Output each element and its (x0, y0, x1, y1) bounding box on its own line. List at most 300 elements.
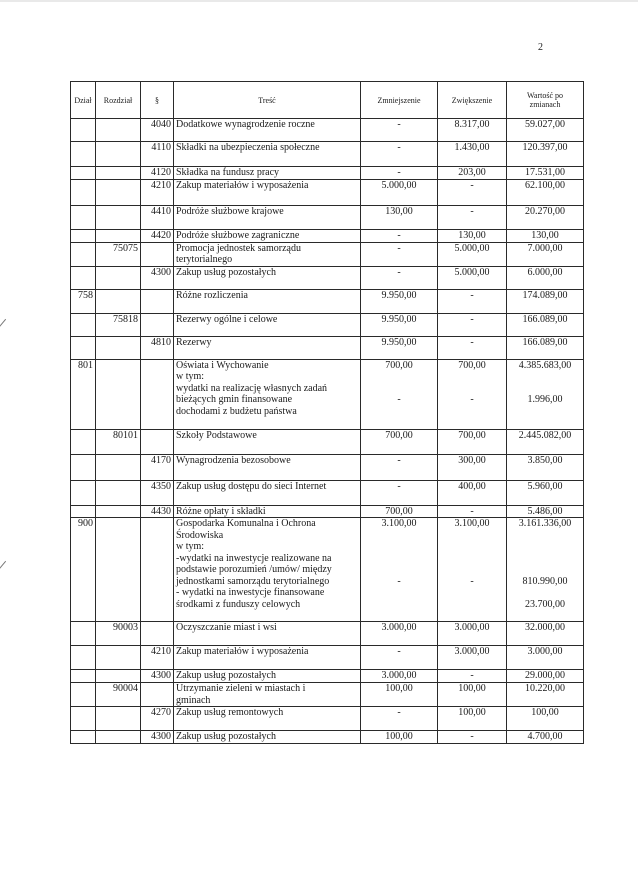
cell-wartosc-line (509, 587, 581, 599)
cell-wartosc (507, 518, 584, 622)
cell-zwiekszenie (438, 707, 507, 731)
cell-wartosc-line: 810.990,00 (522, 575, 568, 587)
cell-tresc (174, 731, 361, 744)
cell-dzial (71, 454, 96, 480)
cell-paragraf: 4420 (141, 229, 174, 242)
table-row (71, 167, 584, 180)
cell-zmniejszenie-line: - (397, 707, 401, 718)
cell-dzial: 801 (71, 359, 96, 429)
cell-zmniejszenie-line: - (397, 480, 401, 492)
cell-wartosc-line: 17.531,00 (525, 167, 565, 178)
cell-paragraf: 4270 (141, 707, 174, 731)
cell-tresc-line: Promocja jednostek samorządu (176, 242, 301, 254)
cell-tresc-line: Dodatkowe wynagrodzenie roczne (176, 119, 315, 130)
cell-tresc-line: Szkoły Podstawowe (176, 429, 257, 441)
cell-dzial (71, 646, 96, 670)
cell-rozdzial (96, 229, 141, 242)
cell-tresc (174, 622, 361, 646)
cell-wartosc-line: 3.850,00 (527, 454, 563, 466)
cell-dzial (71, 205, 96, 229)
cell-rozdzial (96, 266, 141, 289)
cell-tresc-line: Oświata i Wychowanie (176, 359, 269, 371)
cell-rozdzial: 90003 (96, 622, 141, 646)
header-zmniejszenie: Zmniejszenie (361, 82, 438, 119)
cell-paragraf (141, 313, 174, 336)
cell-rozdzial (96, 646, 141, 670)
cell-rozdzial (96, 518, 141, 622)
cell-zmniejszenie-line (363, 371, 435, 383)
cell-paragraf: 4120 (141, 167, 174, 180)
cell-paragraf: 4210 (141, 646, 174, 670)
cell-zmniejszenie (361, 266, 438, 289)
cell-zwiekszenie-line: - (470, 731, 474, 742)
table-row (71, 731, 584, 744)
cell-wartosc-line (509, 371, 581, 383)
cell-zwiekszenie (438, 454, 507, 480)
cell-tresc (174, 518, 361, 622)
header-wartosc-po-zmianach (507, 82, 584, 119)
cell-tresc (174, 142, 361, 167)
cell-tresc-line: w tym: (176, 541, 205, 552)
cell-wartosc-line: 62.100,00 (525, 179, 565, 191)
cell-zwiekszenie-line (440, 530, 504, 542)
table-row (71, 142, 584, 167)
cell-wartosc (507, 670, 584, 683)
cell-wartosc (507, 119, 584, 142)
header-zwiekszenie: Zwiększenie (438, 82, 507, 119)
cell-dzial (71, 179, 96, 205)
cell-zwiekszenie-line (440, 541, 504, 553)
cell-tresc (174, 670, 361, 683)
header-dzial: Dział (71, 82, 96, 119)
cell-tresc-line: Podróże służbowe krajowe (176, 205, 284, 217)
cell-wartosc-line: 23.700,00 (525, 598, 565, 610)
cell-tresc (174, 242, 361, 266)
cell-tresc-line: Różne rozliczenia (176, 289, 248, 301)
cell-tresc-line: wydatki na realizację własnych zadań (176, 382, 328, 394)
cell-zmniejszenie (361, 179, 438, 205)
table-row (71, 670, 584, 683)
cell-zmniejszenie (361, 731, 438, 744)
cell-zwiekszenie (438, 646, 507, 670)
cell-tresc-line: Zakup usług dostępu do sieci Internet (176, 480, 327, 492)
cell-zwiekszenie-line: 203,00 (458, 167, 486, 178)
header-tresc: Treść (174, 82, 361, 119)
cell-zmniejszenie (361, 205, 438, 229)
cell-wartosc-line (509, 541, 581, 553)
cell-zwiekszenie-line: 5.000,00 (454, 242, 490, 254)
cell-tresc-line: Zakup usług pozostałych (176, 670, 276, 681)
cell-paragraf: 4350 (141, 480, 174, 505)
cell-tresc-line: Zakup usług pozostałych (176, 266, 276, 278)
cell-zmniejszenie-line: - (397, 119, 401, 130)
cell-zmniejszenie (361, 505, 438, 518)
cell-zwiekszenie (438, 731, 507, 744)
cell-wartosc-line: 3.000,00 (527, 646, 563, 657)
cell-tresc (174, 336, 361, 359)
cell-zwiekszenie (438, 119, 507, 142)
cell-wartosc-line: 120.397,00 (522, 142, 568, 153)
cell-zwiekszenie-line: 3.100,00 (454, 518, 490, 529)
cell-tresc (174, 480, 361, 505)
cell-wartosc (507, 646, 584, 670)
cell-zmniejszenie-line: 9.950,00 (381, 289, 417, 301)
cell-dzial (71, 142, 96, 167)
cell-rozdzial (96, 707, 141, 731)
cell-zmniejszenie-line: - (397, 142, 401, 153)
cell-tresc-line: Zakup materiałów i wyposażenia (176, 179, 309, 191)
cell-tresc (174, 707, 361, 731)
cell-zwiekszenie-line: - (470, 575, 474, 587)
cell-zmniejszenie-line: 130,00 (385, 205, 413, 217)
cell-zmniejszenie (361, 670, 438, 683)
cell-paragraf (141, 622, 174, 646)
cell-paragraf (141, 242, 174, 266)
cell-paragraf (141, 359, 174, 429)
cell-paragraf: 4300 (141, 670, 174, 683)
cell-wartosc (507, 480, 584, 505)
scan-artifact-mark (0, 561, 6, 569)
cell-zwiekszenie-line: 3.000,00 (454, 622, 490, 633)
cell-rozdzial (96, 289, 141, 313)
cell-zmniejszenie (361, 480, 438, 505)
cell-wartosc-line: 10.220,00 (525, 683, 565, 694)
cell-zwiekszenie-line (440, 371, 504, 383)
header-wartosc-line: Wartość po (526, 91, 563, 100)
budget-changes-table (70, 81, 584, 744)
cell-dzial (71, 336, 96, 359)
cell-zmniejszenie-line: 100,00 (385, 683, 413, 694)
cell-zmniejszenie (361, 229, 438, 242)
cell-paragraf: 4410 (141, 205, 174, 229)
cell-wartosc-line (509, 530, 581, 542)
cell-zmniejszenie-line (363, 553, 435, 565)
scan-top-edge (0, 0, 638, 2)
cell-zmniejszenie-line: 700,00 (385, 359, 413, 371)
cell-zwiekszenie (438, 518, 507, 622)
cell-zmniejszenie-line (363, 564, 435, 576)
cell-paragraf: 4170 (141, 454, 174, 480)
cell-wartosc (507, 229, 584, 242)
cell-zwiekszenie-line: 3.000,00 (454, 646, 490, 657)
cell-zmniejszenie-line: 9.950,00 (381, 313, 417, 325)
cell-zwiekszenie (438, 429, 507, 454)
cell-zmniejszenie (361, 622, 438, 646)
cell-rozdzial (96, 179, 141, 205)
cell-zwiekszenie-line: - (470, 179, 474, 191)
cell-wartosc-line (509, 383, 581, 395)
cell-dzial (71, 670, 96, 683)
cell-zwiekszenie (438, 142, 507, 167)
cell-wartosc-line: 130,00 (531, 229, 559, 241)
table-row (71, 313, 584, 336)
cell-tresc-line: jednostkami samorządu terytorialnego (176, 575, 330, 587)
cell-wartosc (507, 205, 584, 229)
cell-paragraf (141, 429, 174, 454)
cell-tresc-line: Środowiska (176, 529, 224, 541)
cell-dzial (71, 313, 96, 336)
cell-zwiekszenie (438, 313, 507, 336)
table-row (71, 119, 584, 142)
cell-tresc-line: Podróże służbowe zagraniczne (176, 229, 300, 241)
cell-tresc (174, 289, 361, 313)
cell-zwiekszenie-line: 130,00 (458, 229, 486, 241)
cell-zmniejszenie-line: 5.000,00 (381, 179, 417, 191)
cell-wartosc-line: 4.700,00 (527, 731, 563, 742)
cell-zwiekszenie-line: - (470, 289, 474, 301)
cell-wartosc-line: 5.486,00 (527, 505, 563, 517)
cell-zmniejszenie-line: 700,00 (385, 429, 413, 441)
table-row (71, 289, 584, 313)
cell-zmniejszenie (361, 646, 438, 670)
cell-dzial (71, 242, 96, 266)
cell-dzial: 900 (71, 518, 96, 622)
table-row (71, 505, 584, 518)
cell-tresc-line: Składka na fundusz pracy (176, 167, 280, 178)
cell-wartosc (507, 731, 584, 744)
cell-zwiekszenie-line (440, 383, 504, 395)
cell-dzial (71, 480, 96, 505)
table-row (71, 646, 584, 670)
cell-zmniejszenie-line: 3.000,00 (381, 670, 417, 681)
cell-tresc-line: Gospodarka Komunalna i Ochrona (176, 518, 316, 529)
table-row (71, 622, 584, 646)
cell-wartosc-line: 1.996,00 (527, 394, 563, 405)
cell-paragraf (141, 518, 174, 622)
cell-dzial (71, 167, 96, 180)
header-wartosc-line: zmianach (529, 100, 561, 109)
page-number: 2 (538, 42, 543, 53)
cell-tresc-line: Zakup usług remontowych (176, 707, 284, 718)
cell-dzial (71, 429, 96, 454)
cell-zwiekszenie (438, 167, 507, 180)
cell-rozdzial: 80101 (96, 429, 141, 454)
cell-wartosc-line: 166.089,00 (522, 336, 568, 348)
cell-wartosc-line (509, 553, 581, 565)
cell-tresc-line: podstawie porozumień /umów/ między (176, 564, 332, 575)
cell-rozdzial (96, 359, 141, 429)
cell-zwiekszenie (438, 480, 507, 505)
cell-rozdzial (96, 167, 141, 180)
cell-tresc (174, 454, 361, 480)
cell-dzial: 758 (71, 289, 96, 313)
cell-zwiekszenie (438, 205, 507, 229)
cell-zmniejszenie-line (363, 541, 435, 553)
cell-tresc-line: bieżących gmin finansowane (176, 394, 293, 405)
table-row (71, 205, 584, 229)
cell-zwiekszenie (438, 670, 507, 683)
cell-zmniejszenie-line: - (397, 242, 401, 254)
cell-rozdzial (96, 142, 141, 167)
cell-zmniejszenie-line (363, 383, 435, 395)
cell-zwiekszenie-line: 5.000,00 (454, 266, 490, 278)
scan-artifact-mark (0, 319, 6, 327)
table-row (71, 359, 584, 429)
cell-zmniejszenie-line: 3.000,00 (381, 622, 417, 633)
cell-zwiekszenie-line: 100,00 (458, 683, 486, 694)
cell-tresc (174, 167, 361, 180)
cell-tresc (174, 646, 361, 670)
cell-zwiekszenie-line (440, 564, 504, 576)
table-header-row (71, 82, 584, 119)
cell-zwiekszenie (438, 336, 507, 359)
cell-wartosc (507, 683, 584, 707)
cell-wartosc-line: 20.270,00 (525, 205, 565, 217)
cell-wartosc (507, 266, 584, 289)
cell-zwiekszenie-line: - (470, 505, 474, 517)
cell-rozdzial: 90004 (96, 683, 141, 707)
cell-tresc-line: Zakup materiałów i wyposażenia (176, 646, 309, 657)
cell-wartosc (507, 454, 584, 480)
cell-zmniejszenie (361, 142, 438, 167)
cell-tresc-line: terytorialnego (176, 254, 233, 265)
header-paragraf: § (141, 82, 174, 119)
cell-wartosc (507, 622, 584, 646)
cell-tresc-line: - wydatki na inwestycje finansowane (176, 587, 325, 598)
cell-zwiekszenie-line: 1.430,00 (454, 142, 490, 153)
cell-tresc-line: Rezerwy (176, 336, 212, 348)
cell-tresc-line: Zakup usług pozostałych (176, 731, 276, 742)
cell-paragraf (141, 683, 174, 707)
table-row (71, 336, 584, 359)
cell-rozdzial (96, 205, 141, 229)
cell-tresc-line: Oczyszczanie miast i wsi (176, 622, 277, 633)
cell-zwiekszenie (438, 242, 507, 266)
cell-zmniejszenie (361, 289, 438, 313)
cell-dzial (71, 229, 96, 242)
cell-tresc (174, 505, 361, 518)
table-row (71, 266, 584, 289)
cell-zmniejszenie (361, 167, 438, 180)
cell-zwiekszenie-line: - (470, 313, 474, 325)
cell-zwiekszenie (438, 289, 507, 313)
cell-rozdzial (96, 454, 141, 480)
cell-wartosc-line: 3.161.336,00 (518, 518, 572, 529)
cell-tresc-line: Wynagrodzenia bezosobowe (176, 454, 291, 466)
cell-dzial (71, 119, 96, 142)
cell-zmniejszenie-line: - (397, 167, 401, 178)
cell-wartosc (507, 707, 584, 731)
cell-wartosc-line: 32.000,00 (525, 622, 565, 633)
cell-wartosc-line: 174.089,00 (522, 289, 568, 301)
cell-zwiekszenie-line: - (470, 336, 474, 348)
cell-dzial (71, 731, 96, 744)
cell-paragraf: 4210 (141, 179, 174, 205)
cell-paragraf: 4810 (141, 336, 174, 359)
cell-rozdzial (96, 670, 141, 683)
cell-zmniejszenie (361, 454, 438, 480)
cell-wartosc-line: 7.000,00 (527, 242, 563, 254)
cell-zwiekszenie (438, 622, 507, 646)
table-row (71, 707, 584, 731)
cell-zmniejszenie-line: - (397, 394, 401, 405)
cell-tresc-line: dochodami z budżetu państwa (176, 405, 297, 417)
table-row (71, 518, 584, 622)
cell-paragraf: 4430 (141, 505, 174, 518)
cell-tresc (174, 119, 361, 142)
cell-wartosc (507, 167, 584, 180)
cell-dzial (71, 505, 96, 518)
cell-tresc (174, 313, 361, 336)
cell-zwiekszenie-line (440, 553, 504, 565)
cell-zmniejszenie-line: 700,00 (385, 505, 413, 517)
cell-tresc-line: Rezerwy ogólne i celowe (176, 313, 278, 325)
cell-tresc (174, 179, 361, 205)
cell-dzial (71, 683, 96, 707)
cell-zmniejszenie (361, 313, 438, 336)
cell-wartosc-line: 29.000,00 (525, 670, 565, 681)
cell-zmniejszenie (361, 429, 438, 454)
cell-zmniejszenie-line: - (397, 575, 401, 587)
cell-zwiekszenie-line: 8.317,00 (454, 119, 490, 130)
cell-zmniejszenie-line: 9.950,00 (381, 336, 417, 348)
cell-paragraf: 4300 (141, 731, 174, 744)
cell-zmniejszenie-line (363, 530, 435, 542)
cell-wartosc (507, 336, 584, 359)
cell-zwiekszenie-line: 300,00 (458, 454, 486, 466)
cell-zmniejszenie-line: 100,00 (385, 731, 413, 742)
cell-wartosc (507, 142, 584, 167)
cell-zmniejszenie (361, 518, 438, 622)
cell-zmniejszenie-line: - (397, 646, 401, 657)
cell-zwiekszenie (438, 683, 507, 707)
cell-tresc-line: Utrzymanie zieleni w miastach i (176, 683, 306, 694)
cell-wartosc (507, 505, 584, 518)
cell-rozdzial: 75818 (96, 313, 141, 336)
cell-wartosc-line: 59.027,00 (525, 119, 565, 130)
cell-tresc (174, 359, 361, 429)
cell-zwiekszenie-line: 400,00 (458, 480, 486, 492)
cell-rozdzial (96, 505, 141, 518)
cell-zwiekszenie-line: 700,00 (458, 359, 486, 371)
cell-tresc (174, 229, 361, 242)
cell-rozdzial: 75075 (96, 242, 141, 266)
cell-zwiekszenie-line: 100,00 (458, 707, 486, 718)
cell-wartosc (507, 289, 584, 313)
cell-zwiekszenie (438, 505, 507, 518)
cell-wartosc (507, 179, 584, 205)
cell-tresc-line: gminach (176, 694, 211, 706)
cell-paragraf: 4300 (141, 266, 174, 289)
cell-wartosc-line: 4.385.683,00 (518, 359, 572, 371)
cell-wartosc (507, 429, 584, 454)
table-row (71, 429, 584, 454)
table-row (71, 179, 584, 205)
cell-wartosc-line (509, 564, 581, 576)
cell-wartosc (507, 242, 584, 266)
cell-zmniejszenie (361, 119, 438, 142)
cell-zmniejszenie-line: 3.100,00 (381, 518, 417, 529)
cell-zwiekszenie (438, 359, 507, 429)
cell-zwiekszenie-line: - (470, 394, 474, 405)
cell-tresc (174, 429, 361, 454)
cell-zwiekszenie (438, 179, 507, 205)
cell-wartosc (507, 313, 584, 336)
cell-zwiekszenie (438, 229, 507, 242)
table-row (71, 480, 584, 505)
cell-zmniejszenie (361, 336, 438, 359)
cell-tresc-line: Różne opłaty i składki (176, 505, 266, 517)
cell-tresc (174, 683, 361, 707)
cell-zmniejszenie (361, 242, 438, 266)
table-row (71, 683, 584, 707)
cell-wartosc-line: 2.445.082,00 (518, 429, 572, 441)
cell-tresc-line: -wydatki na inwestycje realizowane na (176, 552, 332, 564)
cell-rozdzial (96, 731, 141, 744)
cell-zmniejszenie-line: - (397, 266, 401, 278)
cell-wartosc-line: 5.960,00 (527, 480, 563, 492)
cell-wartosc-line: 6.000,00 (527, 266, 563, 278)
